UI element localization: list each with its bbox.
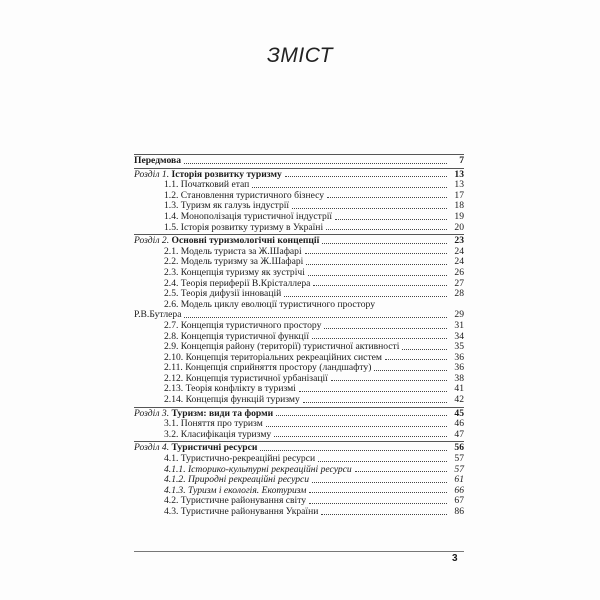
leader-dots — [321, 514, 447, 515]
toc-entry-label: 4.1.3. Туризм і екологія. Екотуризм — [164, 484, 307, 496]
toc-page-number: 35 — [454, 341, 464, 353]
toc-entry-label: 4.2. Туристичне районування світу — [164, 495, 307, 507]
leader-dots — [374, 370, 447, 371]
toc-entry-label: 4.1.1. Історико-культурні рекреаційні ресурси — [164, 463, 352, 475]
toc-entry-label: 1.1. Початковий етап — [164, 179, 250, 191]
section-title: Туризм: види та форми — [171, 407, 274, 419]
leader-dots — [355, 471, 447, 472]
leader-dots — [402, 349, 447, 350]
toc-entry-label: 2.7. Концепція туристичного простору — [164, 319, 322, 331]
toc-page-number: 28 — [454, 288, 464, 300]
toc-entry-label: 2.6. Модель циклу еволюції туристичного простору — [164, 298, 376, 310]
toc-entry-label: 2.14. Концепція функцій туризму — [164, 394, 300, 406]
toc-page-number: 29 — [454, 309, 464, 321]
leader-dots — [299, 391, 447, 392]
leader-dots — [324, 328, 447, 329]
leader-dots — [312, 338, 447, 339]
table-of-contents — [134, 154, 464, 518]
toc-page-number: 57 — [454, 453, 464, 465]
toc-entry-label: 2.2. Модель туризму за Ж.Шафарі — [164, 256, 304, 268]
toc-page-number: 26 — [454, 266, 464, 278]
toc-page-number: 45 — [454, 407, 464, 419]
section-title: Туристичні ресурси — [171, 442, 258, 454]
toc-entry-label: 2.11. Концепція сприйняття простору (ландшафту) — [164, 362, 372, 374]
leader-dots — [276, 415, 447, 416]
toc-entry-label: 4.1.2. Природні рекреаційні ресурси — [164, 474, 310, 486]
section-prefix: Розділ 2. — [134, 235, 170, 247]
toc-entry-label: 2.1. Модель туриста за Ж.Шафарі — [164, 245, 302, 257]
toc-page-number: 19 — [454, 210, 464, 222]
toc-page-number: 17 — [454, 189, 464, 201]
toc-subsection-row[interactable] — [134, 395, 464, 406]
leader-dots — [385, 359, 447, 360]
toc-entry-label: 2.13. Теорія конфлікту в туризмі — [164, 383, 296, 395]
toc-subsection-row[interactable] — [134, 268, 464, 279]
leader-dots — [306, 264, 447, 265]
toc-page-number: 13 — [454, 179, 464, 191]
leader-dots — [309, 492, 447, 493]
leader-dots — [266, 426, 447, 427]
leader-dots — [285, 176, 447, 177]
toc-page-number: 18 — [454, 200, 464, 212]
leader-dots — [326, 229, 447, 230]
leader-dots — [312, 482, 447, 483]
toc-entry-label: 2.12. Концепція туристичної урбанізації — [164, 372, 328, 384]
toc-page-number: 13 — [454, 168, 464, 180]
toc-subsection-row[interactable] — [134, 321, 464, 332]
toc-page-number: 86 — [454, 506, 464, 517]
toc-page-number: 61 — [454, 474, 464, 486]
toc-subsection-row[interactable] — [134, 300, 464, 311]
toc-entry-label: 2.10. Концепція територіальних рекреаційних систем — [164, 351, 382, 363]
toc-page-number: 46 — [454, 418, 464, 430]
section-title: Основні туризмологічні концепції — [171, 235, 320, 247]
toc-entry-label: 1.2. Становлення туристичного бізнесу — [164, 189, 325, 201]
toc-page-number: 24 — [454, 256, 464, 268]
leader-dots — [318, 461, 447, 462]
divider — [134, 154, 464, 155]
toc-page-number: 24 — [454, 245, 464, 257]
leader-dots — [331, 380, 447, 381]
leader-dots — [252, 187, 447, 188]
toc-entry-label: Р.В.Бутлера — [134, 309, 182, 321]
leader-dots — [303, 402, 447, 403]
toc-entry-label: 2.4. Теорія периферії В.Крісталлера — [164, 277, 311, 289]
leader-dots — [305, 253, 447, 254]
toc-entry-label: 1.4. Монополізація туристичної індустрії — [164, 210, 333, 222]
footer-rule — [134, 551, 464, 552]
toc-entry-label: 4.1. Туристично-рекреаційні ресурси — [164, 453, 316, 465]
leader-dots — [308, 275, 447, 276]
toc-page-number: 20 — [454, 221, 464, 233]
toc-page-number: 42 — [454, 394, 464, 406]
leader-dots — [327, 197, 447, 198]
toc-page-number: 67 — [454, 495, 464, 507]
toc-page-number: 66 — [454, 484, 464, 496]
section-title: Історія розвитку туризму — [171, 168, 282, 180]
leader-dots — [284, 296, 447, 297]
toc-entry-label: 4.3. Туристичне районування України — [164, 506, 319, 517]
toc-page-number: 7 — [459, 155, 464, 166]
section-prefix: Розділ 4. — [134, 442, 170, 454]
toc-subsection-row[interactable] — [134, 430, 464, 441]
toc-subsection-row[interactable] — [134, 507, 464, 518]
leader-dots — [335, 219, 447, 220]
page-number: 3 — [452, 553, 458, 564]
section-prefix: Розділ 3. — [134, 407, 170, 419]
leader-dots — [184, 317, 447, 318]
toc-intro-row[interactable] — [134, 156, 464, 167]
section-prefix: Розділ 1. — [134, 168, 170, 180]
leader-dots — [313, 285, 447, 286]
toc-page-number: 27 — [454, 277, 464, 289]
leader-dots — [292, 208, 447, 209]
toc-entry-label: 1.5. Історія розвитку туризму в Україні — [164, 221, 324, 233]
toc-page-number: 47 — [454, 428, 464, 440]
toc-entry-label: 2.9. Концепція району (території) туристичної активності — [164, 341, 400, 353]
leader-dots — [184, 163, 447, 164]
toc-entry-label: 3.1. Поняття про туризм — [164, 418, 263, 430]
toc-entry-label: 1.3. Туризм як галузь індустрії — [164, 200, 290, 212]
toc-entry-label: 3.2. Класифікація туризму — [164, 428, 272, 440]
leader-dots — [309, 503, 447, 504]
toc-subsection-row[interactable] — [134, 212, 464, 223]
toc-page-number: 38 — [454, 372, 464, 384]
leader-dots — [260, 450, 447, 451]
toc-entry-label: 2.5. Теорія дифузії інновацій — [164, 288, 282, 300]
toc-entry-label: Передмова — [134, 155, 181, 166]
toc-entry-label: 2.3. Концепція туризму як зустрічі — [164, 266, 305, 278]
leader-dots — [274, 436, 447, 437]
toc-page-number: 36 — [454, 351, 464, 363]
toc-page-number: 23 — [454, 235, 464, 247]
toc-page-number: 41 — [454, 383, 464, 395]
page-title: ЗМІСТ — [266, 44, 333, 67]
toc-subsection-row[interactable] — [134, 223, 464, 234]
toc-page-number: 57 — [454, 463, 464, 475]
toc-page-number: 56 — [454, 442, 464, 454]
leader-dots — [322, 243, 447, 244]
toc-page-number: 31 — [454, 319, 464, 331]
toc-entry-label: 2.8. Концепція туристичної функції — [164, 330, 310, 342]
toc-page-number: 34 — [454, 330, 464, 342]
toc-page-number: 36 — [454, 362, 464, 374]
